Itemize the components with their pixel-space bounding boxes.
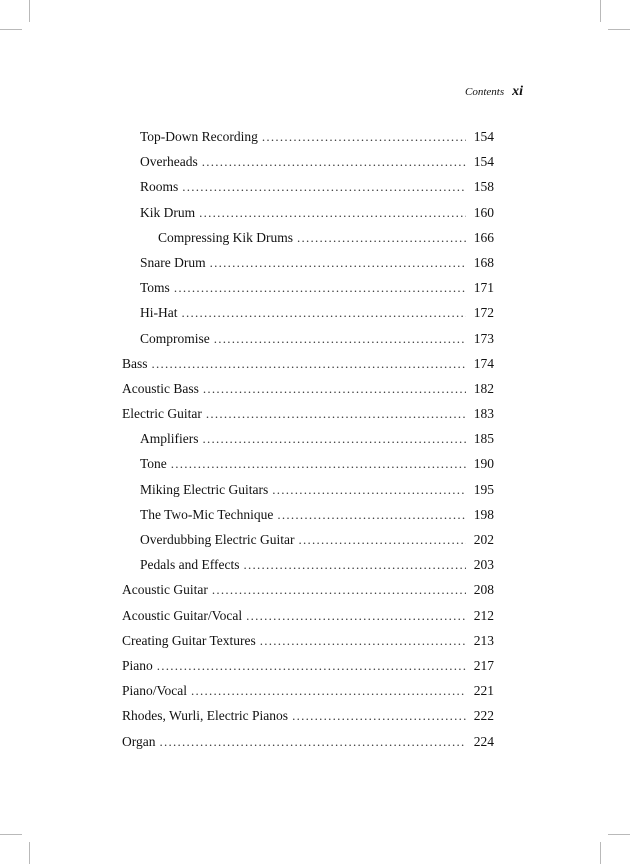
toc-entry bbox=[122, 729, 494, 754]
toc-entry-title: Piano bbox=[122, 657, 153, 673]
toc-entry-page: 203 bbox=[473, 557, 494, 573]
toc-dot-leader bbox=[160, 729, 467, 754]
toc-entry-page: 202 bbox=[473, 532, 494, 547]
toc-entry-title: Creating Guitar Textures bbox=[122, 632, 256, 648]
toc-entry-page: 174 bbox=[473, 355, 494, 371]
toc-dot-leader bbox=[152, 351, 466, 376]
toc-entry-title: Tone bbox=[140, 456, 167, 472]
toc-dot-leader bbox=[298, 527, 466, 552]
toc-entry bbox=[122, 326, 494, 351]
toc-entry bbox=[122, 174, 494, 199]
crop-mark-top-right bbox=[600, 0, 601, 22]
toc-entry-title: Compromise bbox=[140, 330, 210, 346]
toc-entry-title: The Two-Mic Technique bbox=[140, 506, 274, 522]
toc-entry-title: Acoustic Guitar/Vocal bbox=[122, 607, 243, 623]
toc-entry-page: 213 bbox=[473, 632, 494, 648]
toc-entry-title: Piano/Vocal bbox=[122, 683, 187, 699]
toc-entry-title: Toms bbox=[140, 280, 170, 296]
toc-dot-leader bbox=[157, 653, 466, 678]
toc-entry-title: Pedals and Effects bbox=[140, 557, 240, 573]
toc-dot-leader bbox=[292, 703, 466, 728]
toc-entry-title: Compressing Kik Drums bbox=[158, 229, 293, 245]
running-head-section: Contents bbox=[464, 86, 505, 98]
toc-entry bbox=[122, 527, 494, 552]
toc-entry bbox=[122, 275, 494, 300]
toc-entry-title: Acoustic Guitar bbox=[122, 582, 208, 598]
table-of-contents bbox=[122, 124, 494, 754]
toc-dot-leader bbox=[182, 174, 466, 199]
toc-entry bbox=[122, 426, 494, 451]
toc-dot-leader bbox=[206, 401, 466, 426]
toc-dot-leader bbox=[210, 250, 466, 275]
toc-entry-title: Rooms bbox=[140, 179, 179, 195]
crop-mark-top-right-h bbox=[608, 29, 630, 30]
toc-entry-page: 221 bbox=[473, 683, 494, 699]
toc-dot-leader bbox=[203, 376, 466, 401]
toc-dot-leader bbox=[214, 326, 466, 351]
crop-mark-bottom-left bbox=[29, 842, 30, 864]
toc-dot-leader bbox=[182, 300, 467, 325]
running-head bbox=[465, 85, 523, 99]
toc-entry bbox=[122, 351, 494, 376]
toc-entry-title: Miking Electric Guitars bbox=[140, 481, 269, 497]
toc-entry-page: 217 bbox=[473, 657, 494, 673]
toc-dot-leader bbox=[272, 477, 466, 502]
toc-dot-leader bbox=[174, 275, 466, 300]
toc-entry-page: 160 bbox=[473, 204, 494, 220]
toc-entry bbox=[122, 653, 494, 678]
toc-dot-leader bbox=[297, 225, 466, 250]
toc-dot-leader bbox=[203, 426, 467, 451]
toc-entry-title: Top-Down Recording bbox=[140, 129, 258, 144]
toc-entry-page: 222 bbox=[473, 708, 494, 724]
toc-entry-page: 154 bbox=[473, 154, 494, 170]
crop-mark-top-left bbox=[29, 0, 30, 22]
page-number: xi bbox=[512, 84, 523, 99]
toc-entry bbox=[122, 603, 494, 628]
toc-entry-title: Electric Guitar bbox=[122, 406, 202, 422]
toc-dot-leader bbox=[212, 577, 466, 602]
toc-entry bbox=[122, 300, 494, 325]
toc-dot-leader bbox=[243, 552, 466, 577]
crop-mark-bottom-right bbox=[600, 842, 601, 864]
toc-entry-title: Overheads bbox=[140, 154, 198, 170]
toc-entry-page: 168 bbox=[473, 254, 494, 270]
toc-dot-leader bbox=[191, 678, 466, 703]
toc-entry-page: 185 bbox=[473, 431, 494, 447]
toc-entry bbox=[122, 678, 494, 703]
toc-entry bbox=[122, 250, 494, 275]
toc-entry-title: Hi-Hat bbox=[140, 305, 178, 321]
toc-entry-page: 154 bbox=[473, 129, 494, 144]
toc-entry-title: Bass bbox=[122, 355, 148, 371]
toc-dot-leader bbox=[262, 124, 466, 149]
toc-entry bbox=[122, 376, 494, 401]
toc-entry-title: Amplifiers bbox=[140, 431, 199, 447]
toc-entry-page: 171 bbox=[473, 280, 494, 296]
toc-dot-leader bbox=[277, 502, 466, 527]
toc-entry bbox=[122, 477, 494, 502]
toc-entry-page: 183 bbox=[473, 406, 494, 422]
toc-entry-page: 195 bbox=[473, 481, 494, 497]
toc-entry-page: 172 bbox=[473, 305, 494, 321]
toc-entry-title: Acoustic Bass bbox=[122, 380, 199, 396]
toc-entry-page: 208 bbox=[473, 582, 494, 598]
toc-entry-title: Organ bbox=[122, 733, 156, 749]
toc-entry bbox=[122, 401, 494, 426]
crop-mark-bottom-left-h bbox=[0, 834, 22, 835]
toc-entry bbox=[122, 703, 494, 728]
toc-entry-page: 158 bbox=[473, 179, 494, 195]
crop-mark-top-left-h bbox=[0, 29, 22, 30]
toc-entry-page: 166 bbox=[473, 229, 494, 245]
toc-entry bbox=[122, 225, 494, 250]
toc-entry-page: 182 bbox=[473, 380, 494, 396]
toc-entry-page: 173 bbox=[473, 330, 494, 346]
toc-dot-leader bbox=[199, 200, 466, 225]
crop-mark-bottom-right-h bbox=[608, 834, 630, 835]
toc-entry-page: 212 bbox=[473, 607, 494, 623]
toc-entry bbox=[122, 628, 494, 653]
toc-entry-title: Kik Drum bbox=[140, 204, 196, 220]
toc-entry bbox=[122, 200, 494, 225]
toc-entry-page: 224 bbox=[473, 733, 494, 749]
toc-entry bbox=[122, 577, 494, 602]
toc-dot-leader bbox=[246, 603, 466, 628]
toc-entry bbox=[122, 451, 494, 476]
toc-entry-title: Overdubbing Electric Guitar bbox=[140, 532, 295, 547]
toc-entry bbox=[122, 502, 494, 527]
toc-entry-title: Rhodes, Wurli, Electric Pianos bbox=[122, 708, 289, 724]
toc-entry-page: 190 bbox=[473, 456, 494, 472]
toc-dot-leader bbox=[171, 451, 466, 476]
toc-entry-title: Snare Drum bbox=[140, 254, 206, 270]
toc-entry-page: 198 bbox=[473, 506, 494, 522]
toc-dot-leader bbox=[202, 149, 466, 174]
toc-entry bbox=[122, 124, 494, 149]
toc-entry bbox=[122, 552, 494, 577]
toc-dot-leader bbox=[260, 628, 466, 653]
toc-entry bbox=[122, 149, 494, 174]
